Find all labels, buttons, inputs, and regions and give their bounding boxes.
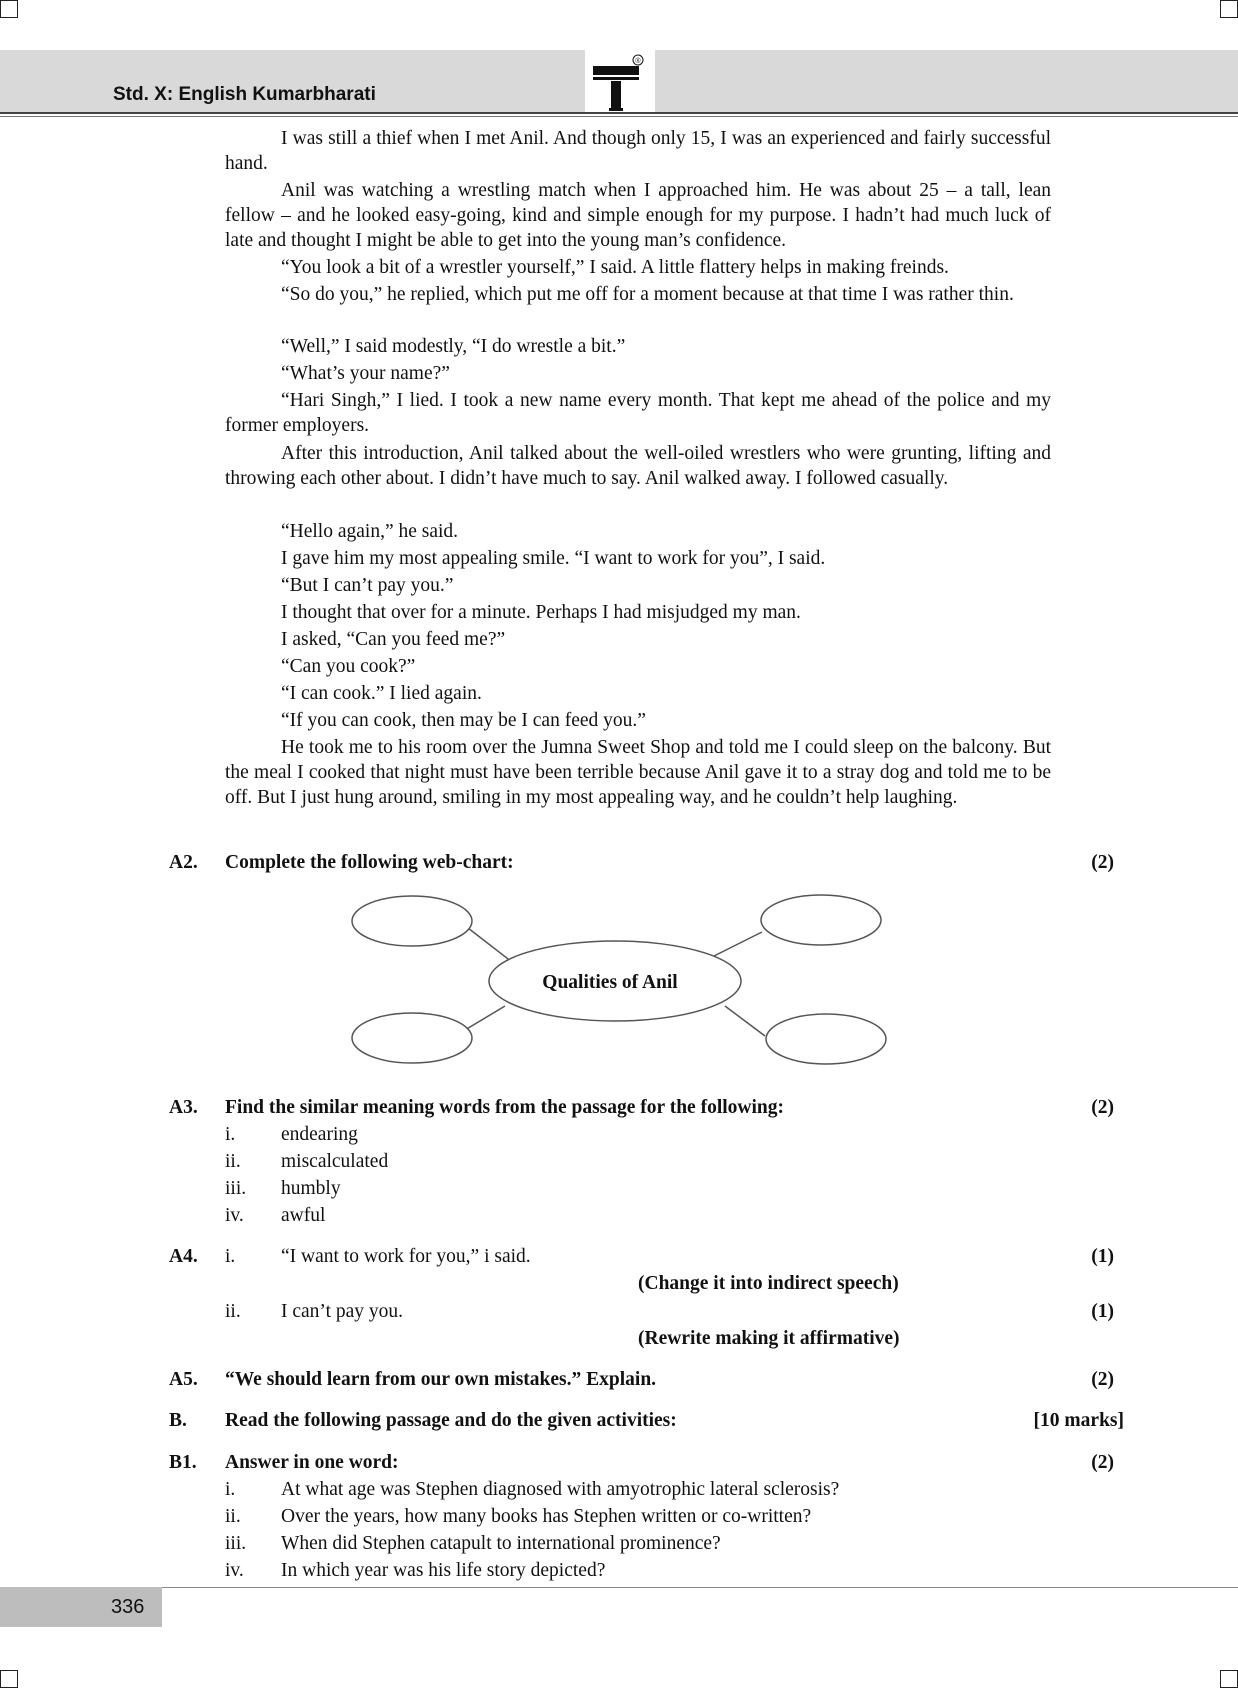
grammar-item: I can’t pay you. <box>281 1301 404 1322</box>
section-marks: [10 marks] <box>1033 1410 1124 1431</box>
vocab-item: awful <box>281 1205 326 1226</box>
question-text: Complete the following web-chart: <box>225 852 514 873</box>
item-numeral: ii. <box>225 1151 241 1172</box>
passage-paragraph: I was still a thief when I met Anil. And though only 15, I was an experienced and fairly successful hand. <box>225 128 1051 174</box>
vocab-item: endearing <box>281 1124 358 1145</box>
item-numeral: i. <box>225 1124 236 1145</box>
header-rule-thin <box>0 116 1238 117</box>
grammar-item: “I want to work for you,” i said. <box>281 1246 531 1267</box>
question-number: A4. <box>169 1246 198 1267</box>
item-numeral: iii. <box>225 1533 247 1554</box>
crop-mark-top-right <box>1220 0 1238 18</box>
passage-paragraph: “Can you cook?” <box>281 656 416 677</box>
page-header-title: Std. X: English Kumarbharati <box>113 84 376 105</box>
question-marks: (1) <box>1091 1246 1114 1267</box>
page-number: 336 <box>111 1596 145 1618</box>
passage-paragraph: “But I can’t pay you.” <box>281 575 454 596</box>
web-chart-center-label: Qualities of Anil <box>542 972 678 993</box>
header-rule <box>0 112 1238 114</box>
passage-paragraph: “Well,” I said modestly, “I do wrestle a bit.” <box>281 336 626 357</box>
web-chart-blank-top-left[interactable] <box>352 896 472 946</box>
web-chart-blank-bottom-left[interactable] <box>352 1013 472 1063</box>
item-numeral: iii. <box>225 1178 247 1199</box>
passage-paragraph: I thought that over for a minute. Perhaps I had misjudged my man. <box>281 602 801 623</box>
question-text: “We should learn from our own mistakes.” Explain. <box>225 1369 657 1390</box>
web-chart <box>340 886 900 1066</box>
passage-paragraph: After this introduction, Anil talked about the well-oiled wrestlers who were grunting, lifting and throwing each other about. I didn’t have much to say. Anil walked away. I followed casually. <box>225 443 1051 489</box>
question-number: A5. <box>169 1369 198 1390</box>
web-chart-blank-top-right[interactable] <box>761 895 881 945</box>
registered-mark: ® <box>635 58 641 65</box>
question-text: Answer in one word: <box>225 1452 399 1473</box>
item-numeral: ii. <box>225 1506 241 1527</box>
web-chart-blank-bottom-right[interactable] <box>766 1014 886 1064</box>
question-marks: (2) <box>1091 1452 1114 1473</box>
question-number: A3. <box>169 1097 198 1118</box>
question-item: When did Stephen catapult to international prominence? <box>281 1533 721 1554</box>
passage-paragraph: “So do you,” he replied, which put me off for a moment because at that time I was rather thin. <box>281 284 1014 305</box>
grammar-instruction: (Rewrite making it affirmative) <box>638 1328 900 1349</box>
footer-rule <box>0 1587 1238 1588</box>
passage-paragraph: “Hari Singh,” I lied. I took a new name every month. That kept me ahead of the police and my former employers. <box>225 390 1051 436</box>
section-instruction: Read the following passage and do the given activities: <box>225 1410 677 1431</box>
passage-paragraph: “If you can cook, then may be I can feed you.” <box>281 710 646 731</box>
crop-mark-bottom-left <box>0 1670 18 1688</box>
target-publications-logo-icon <box>585 48 655 114</box>
passage-paragraph: “You look a bit of a wrestler yourself,” I said. A little flattery helps in making freinds. <box>281 257 949 278</box>
question-item: In which year was his life story depicted? <box>281 1560 606 1581</box>
crop-mark-top-left <box>0 0 18 18</box>
passage-paragraph: He took me to his room over the Jumna Sweet Shop and told me I could sleep on the balcony. But the meal I cooked that night must have been terrible because Anil gave it to a stray dog and told me to be off. But I just hung around, smiling in my most appealing way, and he couldn’t help laughing. <box>225 737 1051 808</box>
item-numeral: iv. <box>225 1560 244 1581</box>
question-marks: (2) <box>1091 1097 1114 1118</box>
question-marks: (1) <box>1091 1301 1114 1322</box>
item-numeral: i. <box>225 1246 236 1267</box>
question-number: B1. <box>169 1452 197 1473</box>
question-text: Find the similar meaning words from the passage for the following: <box>225 1097 784 1118</box>
question-item: Over the years, how many books has Stephen written or co-written? <box>281 1506 812 1527</box>
passage-paragraph: “I can cook.” I lied again. <box>281 683 482 704</box>
item-numeral: i. <box>225 1479 236 1500</box>
passage-paragraph: I asked, “Can you feed me?” <box>281 629 506 650</box>
item-numeral: iv. <box>225 1205 244 1226</box>
question-item: At what age was Stephen diagnosed with amyotrophic lateral sclerosis? <box>281 1479 840 1500</box>
vocab-item: humbly <box>281 1178 341 1199</box>
question-marks: (2) <box>1091 1369 1114 1390</box>
section-number: B. <box>169 1410 187 1431</box>
passage-paragraph: “Hello again,” he said. <box>281 521 459 542</box>
passage-paragraph: “What’s your name?” <box>281 363 450 384</box>
passage-paragraph: I gave him my most appealing smile. “I want to work for you”, I said. <box>281 548 826 569</box>
crop-mark-bottom-right <box>1220 1670 1238 1688</box>
vocab-item: miscalculated <box>281 1151 389 1172</box>
question-number: A2. <box>169 852 198 873</box>
question-marks: (2) <box>1091 852 1114 873</box>
grammar-instruction: (Change it into indirect speech) <box>638 1273 899 1294</box>
passage-paragraph: Anil was watching a wrestling match when I approached him. He was about 25 – a tall, lean fellow – and he looked easy-going, kind and simple enough for my purpose. I hadn’t had much luck of late and thought I might be able to get into the young man’s confidence. <box>225 180 1051 251</box>
item-numeral: ii. <box>225 1301 241 1322</box>
